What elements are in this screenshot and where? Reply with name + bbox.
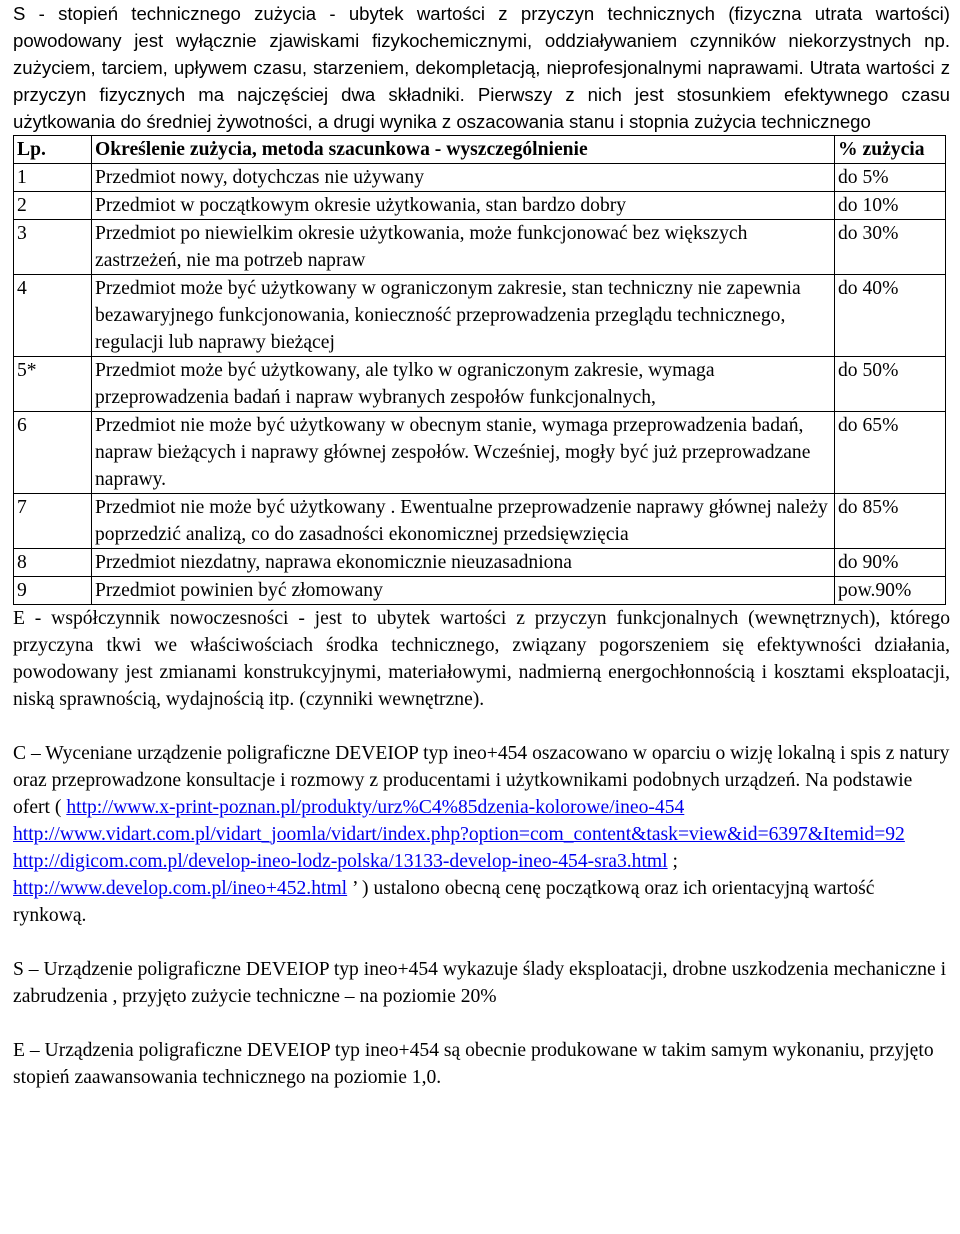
e-definition-paragraph: E - współczynnik nowoczesności - jest to ubytek wartości z przyczyn funkcjonalnych (wewnętrznych), którego przyczyna tkwi we właściwościach środka technicznego, związany pogorszeniem się efektywności działania, powodowany jest zmianami konstrukcyjnymi, materiałowymi, nadmierną energochłonnością i kosztami eksploatacji, niską sprawnością, wydajnością itp. (czynniki wewnętrzne). <box>13 608 950 710</box>
table-row <box>14 275 946 357</box>
row-lp: 5* <box>14 357 92 412</box>
wear-table-header-row <box>14 136 946 164</box>
row-percent: do 85% <box>835 494 946 549</box>
c-text-before: C – Wyceniane urządzenie poligraficzne DEVEIOP typ ineo+454 oszacowano w oparciu o wizję lokalną i spis z natury oraz przeprowadzone konsultacje i rozmowy z producentami i użytkownikami podobnych urządzeń. Na podstawie ofert ( <box>13 743 950 818</box>
offer-link-digicom[interactable]: http://digicom.com.pl/develop-ineo-lodz-polska/13133-develop-ineo-454-sra3.html <box>13 851 668 872</box>
row-percent: do 50% <box>835 357 946 412</box>
row-percent: do 65% <box>835 412 946 494</box>
offer-link-x-print[interactable]: http://www.x-print-poznan.pl/produkty/urz%C4%85dzenia-kolorowe/ineo-454 <box>66 797 685 818</box>
link-separator: ; <box>672 851 678 872</box>
row-percent: do 30% <box>835 220 946 275</box>
e-assessment-paragraph: E – Urządzenia poligraficzne DEVEIOP typ ineo+454 są obecnie produkowane w takim samym wykonaniu, przyjęto stopień zaawansowania technicznego na poziomie 1,0. <box>13 1040 934 1088</box>
row-description: Przedmiot nowy, dotychczas nie używany <box>92 164 835 192</box>
s-definition-part-2: Pierwszy z nich jest stosunkiem efektywnego czasu użytkowania do średniej żywotności, a drugi wynika z oszacowania stanu i stopnia zużycia technicznego <box>13 84 950 132</box>
row-description: Przedmiot może być użytkowany, ale tylko w ograniczonym zakresie, wymaga przeprowadzenia badań i napraw wybranych zespołów funkcjonalnych, <box>92 357 835 412</box>
c-valuation-paragraph <box>13 740 950 929</box>
row-lp: 6 <box>14 412 92 494</box>
row-lp: 7 <box>14 494 92 549</box>
row-percent: do 10% <box>835 192 946 220</box>
row-lp: 8 <box>14 549 92 577</box>
row-description: Przedmiot w początkowym okresie użytkowania, stan bardzo dobry <box>92 192 835 220</box>
table-row <box>14 494 946 549</box>
table-row <box>14 192 946 220</box>
wear-table <box>13 135 946 605</box>
spacer <box>13 1010 950 1037</box>
row-percent: do 5% <box>835 164 946 192</box>
row-percent: do 40% <box>835 275 946 357</box>
header-percent: % zużycia <box>835 136 946 164</box>
s-definition-paragraph <box>13 0 950 135</box>
spacer <box>13 713 950 740</box>
header-lp: Lp. <box>14 136 92 164</box>
row-description: Przedmiot powinien być złomowany <box>92 577 835 605</box>
row-lp: 4 <box>14 275 92 357</box>
row-description: Przedmiot nie może być użytkowany . Ewentualne przeprowadzenie naprawy głównej należy poprzedzić analizą, co do zasadności ekonomicznej przedsięwzięcia <box>92 494 835 549</box>
row-description: Przedmiot nie może być użytkowany w obecnym stanie, wymaga przeprowadzenia badań, napraw bieżących i naprawy głównej zespołów. Wcześniej, mogły być już przeprowadzane naprawy. <box>92 412 835 494</box>
header-description: Określenie zużycia, metoda szacunkowa - wyszczególnienie <box>92 136 835 164</box>
row-lp: 9 <box>14 577 92 605</box>
offer-link-develop[interactable]: http://www.develop.com.pl/ineo+452.html <box>13 878 348 899</box>
table-row <box>14 357 946 412</box>
table-row <box>14 164 946 192</box>
row-description: Przedmiot po niewielkim okresie użytkowania, może funkcjonować bez większych zastrzeżeń, nie ma potrzeb napraw <box>92 220 835 275</box>
table-row <box>14 220 946 275</box>
offer-link-vidart[interactable]: http://www.vidart.com.pl/vidart_joomla/vidart/index.php?option=com_content&task=view&id=6397&Itemid=92 <box>13 824 905 845</box>
table-row <box>14 549 946 577</box>
row-description: Przedmiot może być użytkowany w ograniczonym zakresie, stan techniczny nie zapewnia bezawaryjnego funkcjonowania, konieczność przeprowadzenia przeglądu technicznego, regulacji lub naprawy bieżącej <box>92 275 835 357</box>
row-lp: 1 <box>14 164 92 192</box>
row-description: Przedmiot niezdatny, naprawa ekonomicznie nieuzasadniona <box>92 549 835 577</box>
row-lp: 2 <box>14 192 92 220</box>
table-row <box>14 577 946 605</box>
table-row <box>14 412 946 494</box>
row-percent: pow.90% <box>835 577 946 605</box>
s-assessment-paragraph: S – Urządzenie poligraficzne DEVEIOP typ ineo+454 wykazuje ślady eksploatacji, drobne uszkodzenia mechaniczne i zabrudzenia , przyjęto zużycie techniczne – na poziomie 20% <box>13 959 947 1007</box>
row-lp: 3 <box>14 220 92 275</box>
c-text-after: ’ ) ustalono obecną cenę początkową oraz ich orientacyjną wartość rynkową. <box>13 878 875 926</box>
s-definition-part-1: S - stopień technicznego zużycia - ubytek wartości z przyczyn technicznych (fizyczna utrata wartości) powodowany jest wyłącznie zjawiskami fizykochemicznymi, oddziaływaniem czynników niekorzystnych np. zużyciem, tarciem, upływem czasu, starzeniem, dekompletacją, nieprofesjonalnymi naprawami. Utrata wartości z przyczyn fizycznych ma najczęściej dwa składniki. <box>13 3 950 105</box>
row-percent: do 90% <box>835 549 946 577</box>
spacer <box>13 929 950 956</box>
